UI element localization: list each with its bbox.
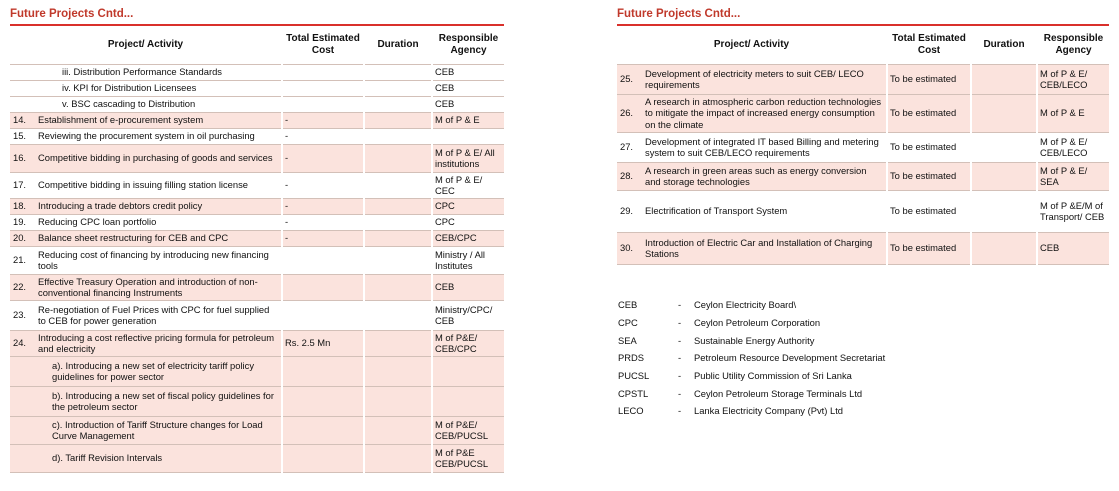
table-row <box>617 132 1109 162</box>
row-duration <box>364 356 432 386</box>
abbreviation-item <box>618 367 1098 385</box>
row-number: 24. <box>10 330 36 356</box>
row-activity: c). Introduction of Tariff Structure changes for Load Curve Management <box>36 416 282 444</box>
row-cost <box>282 80 364 96</box>
agency-header: Responsible Agency <box>432 26 504 64</box>
cost-header: Total Estimated Cost <box>887 26 971 64</box>
row-agency: CPC <box>432 198 504 214</box>
abbreviation-value: Ceylon Electricity Board\ <box>694 299 797 311</box>
cost-header: Total Estimated Cost <box>282 26 364 64</box>
abbreviation-key: PUCSL <box>618 370 650 382</box>
row-activity: A research in green areas such as energy conversion and storage technologies <box>643 162 887 190</box>
table-row <box>10 80 504 96</box>
row-agency: M of P & E/ All institutions <box>432 144 504 172</box>
table-row <box>10 386 504 416</box>
row-cost: To be estimated <box>887 94 971 132</box>
table-row <box>10 144 504 172</box>
row-duration <box>971 190 1037 232</box>
row-activity: Reviewing the procurement system in oil purchasing <box>36 128 282 144</box>
row-cost <box>282 356 364 386</box>
row-number: 30. <box>617 232 643 264</box>
row-activity: Introducing a cost reflective pricing formula for petroleum and electricity <box>36 330 282 356</box>
table-row <box>10 64 504 80</box>
row-agency: CEB <box>432 96 504 112</box>
row-activity: Introducing a trade debtors credit policy <box>36 198 282 214</box>
row-agency: M of P &E/M of Transport/ CEB <box>1037 190 1109 232</box>
abbreviation-value: Lanka Electricity Company (Pvt) Ltd <box>694 405 844 417</box>
row-agency: Ministry/CPC/ CEB <box>432 300 504 330</box>
row-duration <box>364 444 432 472</box>
row-agency <box>432 128 504 144</box>
row-activity: Development of electricity meters to suit CEB/ LECO requirements <box>643 64 887 94</box>
row-duration <box>364 96 432 112</box>
table-row <box>10 356 504 386</box>
row-agency: CEB <box>432 64 504 80</box>
row-cost: To be estimated <box>887 162 971 190</box>
row-duration <box>364 416 432 444</box>
left-section-title: Future Projects Cntd... <box>10 8 134 20</box>
table-row <box>10 172 504 198</box>
row-cost <box>282 444 364 472</box>
row-cost: To be estimated <box>887 190 971 232</box>
row-duration <box>364 172 432 198</box>
row-duration <box>971 232 1037 264</box>
row-number: 17. <box>10 172 36 198</box>
row-duration <box>364 128 432 144</box>
table-row <box>617 64 1109 94</box>
row-cost <box>282 246 364 274</box>
abbreviation-dash: - <box>678 387 682 399</box>
row-number: 15. <box>10 128 36 144</box>
duration-header: Duration <box>364 26 432 64</box>
row-activity: Re-negotiation of Fuel Prices with CPC for fuel supplied to CEB for power generation <box>36 300 282 330</box>
row-number: 21. <box>10 246 36 274</box>
row-duration <box>971 94 1037 132</box>
abbreviation-dash: - <box>678 352 682 364</box>
row-agency: M of P&E CEB/PUCSL <box>432 444 504 472</box>
abbreviation-key: CPC <box>618 317 638 329</box>
row-duration <box>364 198 432 214</box>
row-agency: M of P & E/ CEC <box>432 172 504 198</box>
row-agency: M of P & E <box>1037 94 1109 132</box>
row-agency: CEB <box>1037 232 1109 264</box>
row-agency: CEB <box>432 274 504 300</box>
row-cost: - <box>282 230 364 246</box>
row-number: 29. <box>617 190 643 232</box>
row-number <box>10 80 36 96</box>
row-activity: Establishment of e-procurement system <box>36 112 282 128</box>
row-agency: M of P&E/ CEB/CPC <box>432 330 504 356</box>
row-number: 19. <box>10 214 36 230</box>
table-row <box>10 214 504 230</box>
row-number <box>10 416 36 444</box>
table-row <box>617 190 1109 232</box>
row-number <box>10 386 36 416</box>
abbreviation-value: Public Utility Commission of Sri Lanka <box>694 370 852 382</box>
row-duration <box>364 80 432 96</box>
abbreviation-item <box>618 384 1098 402</box>
abbreviation-value: Sustainable Energy Authority <box>694 334 815 346</box>
row-activity: Electrification of Transport System <box>643 190 887 232</box>
row-number <box>10 64 36 80</box>
table-row <box>10 330 504 356</box>
abbreviation-key: SEA <box>618 334 637 346</box>
row-duration <box>364 246 432 274</box>
abbreviation-item <box>618 331 1098 349</box>
row-number: 20. <box>10 230 36 246</box>
row-duration <box>364 64 432 80</box>
abbreviation-item <box>618 296 1098 314</box>
duration-header: Duration <box>971 26 1037 64</box>
row-cost: - <box>282 128 364 144</box>
row-number: 26. <box>617 94 643 132</box>
table-row <box>617 94 1109 132</box>
row-duration <box>971 64 1037 94</box>
row-activity: Reducing cost of financing by introducing new financing tools <box>36 246 282 274</box>
row-number: 25. <box>617 64 643 94</box>
row-number: 28. <box>617 162 643 190</box>
row-activity: v. BSC cascading to Distribution <box>36 96 282 112</box>
row-agency: M of P & E/ CEB/LECO <box>1037 132 1109 162</box>
row-duration <box>364 112 432 128</box>
row-number: 23. <box>10 300 36 330</box>
row-duration <box>364 300 432 330</box>
row-activity: d). Tariff Revision Intervals <box>36 444 282 472</box>
row-cost: - <box>282 144 364 172</box>
table-row <box>10 300 504 330</box>
abbreviation-dash: - <box>678 299 682 311</box>
row-activity: Development of integrated IT based Billing and metering system to suit CEB/LECO requirements <box>643 132 887 162</box>
table-row <box>617 232 1109 264</box>
row-agency: CEB <box>432 80 504 96</box>
abbreviations-list <box>618 296 1098 420</box>
abbreviation-dash: - <box>678 317 682 329</box>
row-agency: CPC <box>432 214 504 230</box>
abbreviation-dash: - <box>678 405 682 417</box>
table-row <box>10 416 504 444</box>
table-row <box>617 162 1109 190</box>
row-cost: To be estimated <box>887 232 971 264</box>
activity-header: Project/ Activity <box>10 26 282 64</box>
table-row <box>10 230 504 246</box>
row-activity: Competitive bidding in issuing filling station license <box>36 172 282 198</box>
abbreviation-key: PRDS <box>618 352 645 364</box>
table-row <box>10 198 504 214</box>
row-agency: M of P&E/ CEB/PUCSL <box>432 416 504 444</box>
right-projects-table <box>617 26 1109 265</box>
row-activity: Balance sheet restructuring for CEB and CPC <box>36 230 282 246</box>
row-activity: b). Introducing a new set of fiscal policy guidelines for the petroleum sector <box>36 386 282 416</box>
row-agency: M of P & E/ CEB/LECO <box>1037 64 1109 94</box>
table-row <box>10 246 504 274</box>
row-agency <box>432 356 504 386</box>
abbreviation-value: Ceylon Petroleum Corporation <box>694 317 821 329</box>
row-agency: Ministry / All Institutes <box>432 246 504 274</box>
right-section-title: Future Projects Cntd... <box>617 8 741 20</box>
table-row <box>10 112 504 128</box>
row-cost: - <box>282 112 364 128</box>
row-cost <box>282 416 364 444</box>
row-activity: Reducing CPC loan portfolio <box>36 214 282 230</box>
row-activity: Introduction of Electric Car and Installation of Charging Stations <box>643 232 887 264</box>
row-cost <box>282 96 364 112</box>
row-activity: iv. KPI for Distribution Licensees <box>36 80 282 96</box>
row-duration <box>364 274 432 300</box>
abbreviation-item <box>618 402 1098 420</box>
row-activity: a). Introducing a new set of electricity tariff policy guidelines for power sector <box>36 356 282 386</box>
abbreviation-key: CPSTL <box>618 387 649 399</box>
row-cost <box>282 274 364 300</box>
row-number: 16. <box>10 144 36 172</box>
row-number: 14. <box>10 112 36 128</box>
row-cost: To be estimated <box>887 64 971 94</box>
row-duration <box>364 386 432 416</box>
row-cost <box>282 300 364 330</box>
abbreviation-key: LECO <box>618 405 644 417</box>
row-activity: iii. Distribution Performance Standards <box>36 64 282 80</box>
row-duration <box>364 330 432 356</box>
abbreviation-item <box>618 349 1098 367</box>
abbreviation-key: CEB <box>618 299 638 311</box>
row-cost: - <box>282 198 364 214</box>
row-number: 22. <box>10 274 36 300</box>
row-number <box>10 444 36 472</box>
left-projects-table <box>10 26 504 473</box>
row-duration <box>364 214 432 230</box>
row-activity: Effective Treasury Operation and introduction of non-conventional financing Instruments <box>36 274 282 300</box>
table-row <box>10 444 504 472</box>
abbreviation-item <box>618 314 1098 332</box>
row-cost: Rs. 2.5 Mn <box>282 330 364 356</box>
row-cost: To be estimated <box>887 132 971 162</box>
row-agency: CEB/CPC <box>432 230 504 246</box>
activity-header: Project/ Activity <box>617 26 887 64</box>
abbreviation-value: Petroleum Resource Development Secretariat <box>694 352 886 364</box>
abbreviation-value: Ceylon Petroleum Storage Terminals Ltd <box>694 387 863 399</box>
row-duration <box>364 144 432 172</box>
row-number: 27. <box>617 132 643 162</box>
row-number <box>10 96 36 112</box>
table-row <box>10 274 504 300</box>
row-cost: - <box>282 214 364 230</box>
row-cost <box>282 64 364 80</box>
row-number <box>10 356 36 386</box>
row-cost: - <box>282 172 364 198</box>
row-agency: M of P & E/ SEA <box>1037 162 1109 190</box>
row-agency <box>432 386 504 416</box>
row-cost <box>282 386 364 416</box>
abbreviation-dash: - <box>678 370 682 382</box>
row-duration <box>971 132 1037 162</box>
row-activity: Competitive bidding in purchasing of goods and services <box>36 144 282 172</box>
row-number: 18. <box>10 198 36 214</box>
table-row <box>10 96 504 112</box>
row-duration <box>364 230 432 246</box>
table-row <box>10 128 504 144</box>
agency-header: Responsible Agency <box>1037 26 1109 64</box>
row-activity: A research in atmospheric carbon reduction technologies to mitigate the impact of increased energy consumption on the climate <box>643 94 887 132</box>
row-agency: M of P & E <box>432 112 504 128</box>
abbreviation-dash: - <box>678 334 682 346</box>
row-duration <box>971 162 1037 190</box>
